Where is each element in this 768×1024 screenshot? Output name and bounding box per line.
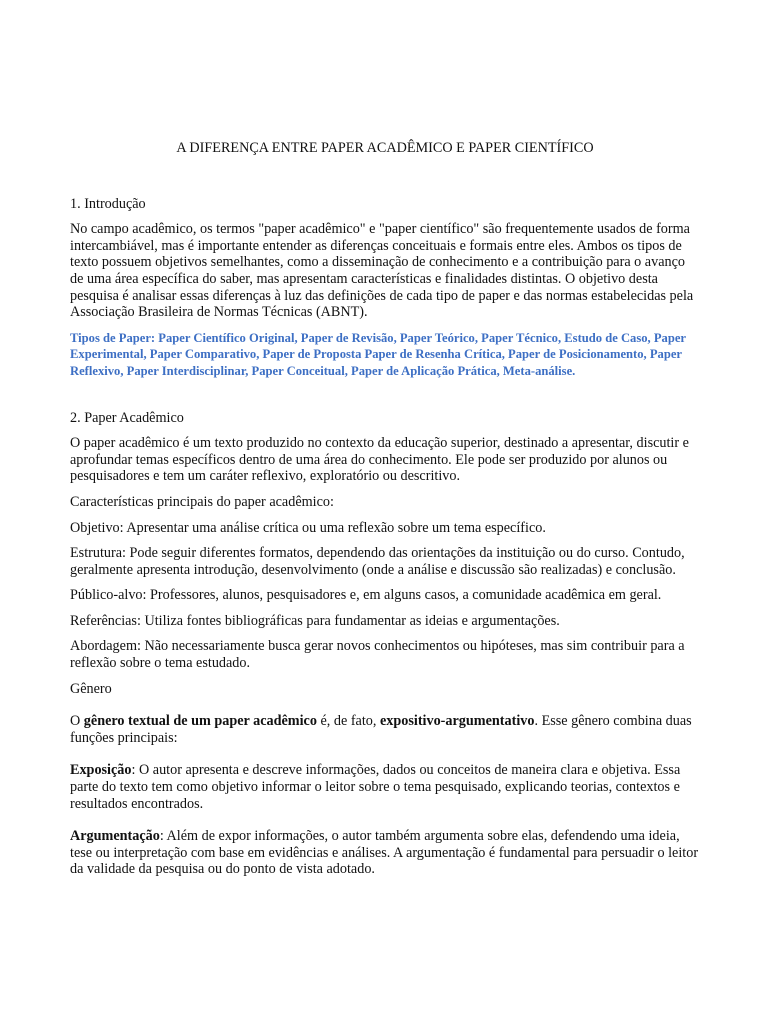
intro-paragraph: No campo acadêmico, os termos "paper acadêmico" e "paper científico" são frequentemente usados de forma intercambiável, mas é importante entender as diferenças conceituais e formais entre eles. Ambos os tipos de texto possuem objetivos semelhantes, como a disseminação de conhecimento e a contribuição para o avanço de uma área específica do saber, mas apresentam características e finalidades distintas. O objetivo desta pesquisa é analisar essas diferenças à luz das definições de cada tipo de paper e das normas estabelecidas pela Associação Brasileira de Normas Técnicas (ABNT). [70, 221, 694, 321]
document-page [70, 140, 700, 887]
genre-heading: Gênero [70, 680, 112, 697]
approach-item: Abordagem: Não necessariamente busca gerar novos conhecimentos ou hipóteses, mas sim contribuir para a reflexão sobre o tema estudado. [70, 638, 685, 672]
intro-heading: 1. Introdução [70, 195, 146, 212]
genre-intro-text: . Esse gênero combina duas funções principais: [70, 713, 692, 746]
argumentation-text: : Além de expor informações, o autor também argumenta sobre elas, defendendo uma ideia, tese ou interpretação com base em evidências e análises. A argumentação é fundamental para persuadir o leitor da validade da pesquisa ou do ponto de vista adotado. [70, 828, 699, 878]
genre-intro-bold: gênero textual de um paper acadêmico [83, 713, 317, 730]
document-title: A DIFERENÇA ENTRE PAPER ACADÊMICO E PAPER CIENTÍFICO [176, 140, 594, 156]
academic-paragraph: O paper acadêmico é um texto produzido no contexto da educação superior, destinado a apresentar, discutir e aprofundar temas específicos dentro de uma área do conhecimento. Ele pode ser produzido por alunos ou pesquisadores e tem um caráter reflexivo, exploratório ou descritivo. [70, 435, 689, 485]
exposition-paragraph [70, 762, 700, 812]
genre-type-bold: expositivo-argumentativo [379, 713, 535, 730]
exposition-text: : O autor apresenta e descreve informações, dados ou conceitos de maneira clara e objetiva. Essa parte do texto tem como objetivo informar o leitor sobre o tema pesquisado, explicando teorias, contextos e resultados encontrados. [70, 762, 681, 812]
genre-intro-text: O [70, 713, 84, 730]
genre-intro-paragraph [70, 713, 700, 746]
structure-item: Estrutura: Pode seguir diferentes formatos, dependendo das orientações da instituição ou do curso. Contudo, geralmente apresenta introdução, desenvolvimento (onde a análise e discussão são realizadas) e conclusão. [70, 545, 685, 578]
argumentation-label: Argumentação [70, 828, 160, 845]
genre-intro-text: é, de fato, [316, 713, 380, 730]
exposition-label: Exposição [70, 762, 132, 779]
characteristics-heading: Características principais do paper acadêmico: [70, 493, 334, 510]
academic-heading: 2. Paper Acadêmico [70, 409, 184, 426]
references-item: Referências: Utiliza fontes bibliográficas para fundamentar as ideias e argumentações. [70, 612, 560, 629]
argumentation-paragraph [70, 828, 700, 878]
audience-item: Público-alvo: Professores, alunos, pesquisadores e, em alguns casos, a comunidade acadêmica em geral. [70, 587, 662, 604]
objective-item: Objetivo: Apresentar uma análise crítica ou uma reflexão sobre um tema específico. [70, 519, 546, 536]
paper-types-list: Tipos de Paper: Paper Científico Original, Paper de Revisão, Paper Teórico, Paper Técnico, Estudo de Caso, Paper Experimental, Paper Comparativo, Paper de Proposta Paper de Resenha Crítica, Paper de Posicionamento, Paper Reflexivo, Paper Interdisciplinar, Paper Conceitual, Paper de Aplicação Prática, Meta-análise. [70, 330, 686, 378]
